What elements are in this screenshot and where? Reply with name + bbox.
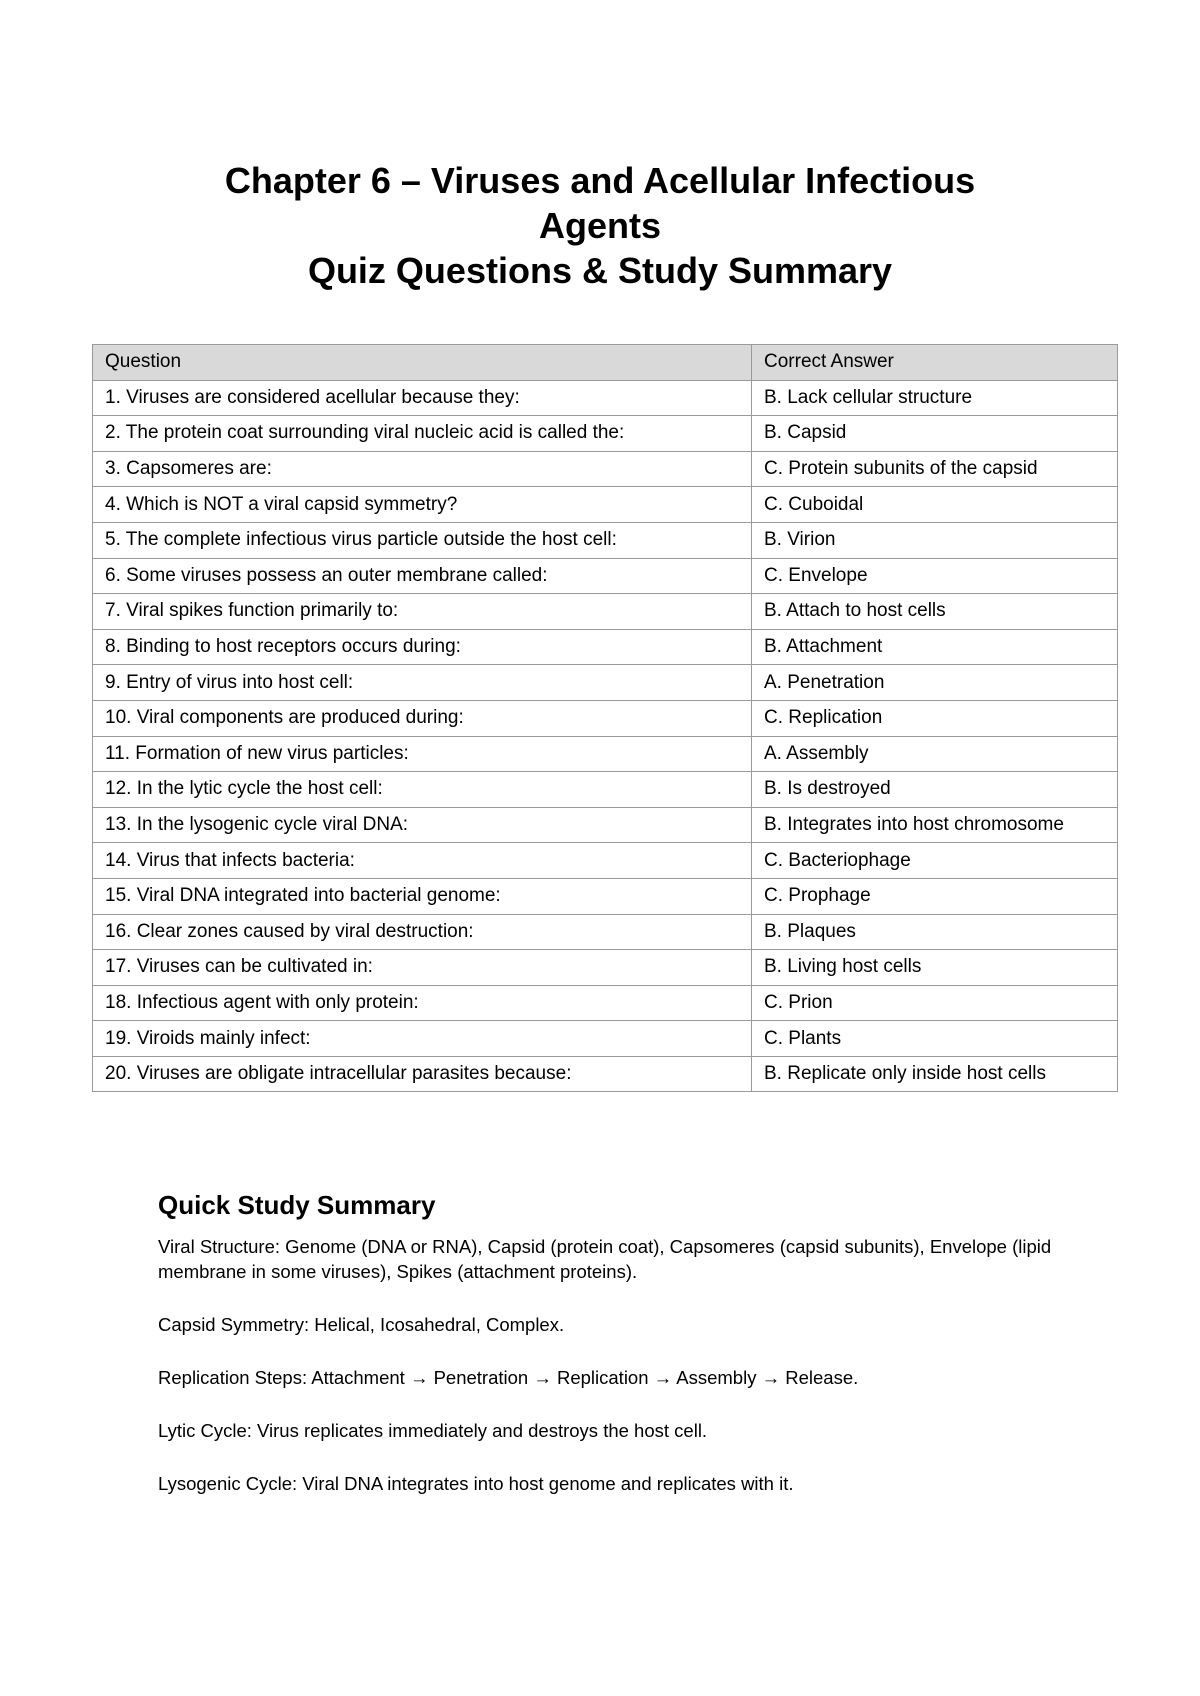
summary-paragraph: Lytic Cycle: Virus replicates immediately and destroys the host cell. <box>158 1420 708 1441</box>
table-row <box>93 736 1118 772</box>
question-cell: 20. Viruses are obligate intracellular parasites because: <box>93 1056 752 1092</box>
answer-cell: C. Envelope <box>752 558 1118 594</box>
summary-heading: Quick Study Summary <box>158 1190 436 1220</box>
answer-cell: B. Living host cells <box>752 950 1118 986</box>
answer-cell: B. Plaques <box>752 914 1118 950</box>
answer-cell: B. Attachment <box>752 629 1118 665</box>
document-title <box>150 158 1050 293</box>
question-cell: 16. Clear zones caused by viral destruction: <box>93 914 752 950</box>
answer-cell: B. Integrates into host chromosome <box>752 807 1118 843</box>
question-cell: 17. Viruses can be cultivated in: <box>93 950 752 986</box>
answer-cell: C. Protein subunits of the capsid <box>752 451 1118 487</box>
answer-cell: C. Replication <box>752 700 1118 736</box>
answer-cell: A. Penetration <box>752 665 1118 701</box>
answer-cell: C. Prophage <box>752 878 1118 914</box>
answer-cell: B. Is destroyed <box>752 772 1118 808</box>
table-row <box>93 487 1118 523</box>
table-row <box>93 1056 1118 1092</box>
question-cell: 13. In the lysogenic cycle viral DNA: <box>93 807 752 843</box>
question-cell: 6. Some viruses possess an outer membrane called: <box>93 558 752 594</box>
answer-cell: C. Prion <box>752 985 1118 1021</box>
answer-column-header: Correct Answer <box>752 345 1118 381</box>
subtitle-line: Quiz Questions & Study Summary <box>307 250 893 291</box>
summary-paragraph: Lysogenic Cycle: Viral DNA integrates into host genome and replicates with it. <box>158 1473 794 1494</box>
table-row <box>93 416 1118 452</box>
question-cell: 19. Viroids mainly infect: <box>93 1021 752 1057</box>
answer-cell: C. Bacteriophage <box>752 843 1118 879</box>
question-cell: 8. Binding to host receptors occurs during: <box>93 629 752 665</box>
table-row <box>93 665 1118 701</box>
table-row <box>93 950 1118 986</box>
answer-cell: B. Capsid <box>752 416 1118 452</box>
table-row <box>93 594 1118 630</box>
question-cell: 5. The complete infectious virus particle outside the host cell: <box>93 522 752 558</box>
title-line: Chapter 6 – Viruses and Acellular Infectious <box>224 160 976 201</box>
table-row <box>93 700 1118 736</box>
answer-cell: B. Lack cellular structure <box>752 380 1118 416</box>
summary-paragraph: Capsid Symmetry: Helical, Icosahedral, Complex. <box>158 1314 565 1335</box>
answer-cell: C. Cuboidal <box>752 487 1118 523</box>
table-row <box>93 878 1118 914</box>
table-row <box>93 1021 1118 1057</box>
summary-paragraph: Replication Steps: Attachment → Penetration → Replication → Assembly → Release. <box>158 1367 859 1388</box>
question-cell: 1. Viruses are considered acellular because they: <box>93 380 752 416</box>
table-row <box>93 522 1118 558</box>
quiz-table <box>92 344 1118 1092</box>
question-cell: 10. Viral components are produced during: <box>93 700 752 736</box>
question-cell: 12. In the lytic cycle the host cell: <box>93 772 752 808</box>
answer-cell: B. Attach to host cells <box>752 594 1118 630</box>
table-header-row <box>93 345 1118 381</box>
question-cell: 3. Capsomeres are: <box>93 451 752 487</box>
answer-cell: B. Virion <box>752 522 1118 558</box>
title-line: Agents <box>538 205 661 246</box>
question-cell: 15. Viral DNA integrated into bacterial genome: <box>93 878 752 914</box>
table-row <box>93 380 1118 416</box>
question-cell: 11. Formation of new virus particles: <box>93 736 752 772</box>
summary-paragraph: Viral Structure: Genome (DNA or RNA), Capsid (protein coat), Capsomeres (capsid subunits), Envelope (lipid membrane in some viruses), Spikes (attachment proteins). <box>158 1236 1052 1282</box>
table-row <box>93 772 1118 808</box>
question-cell: 9. Entry of virus into host cell: <box>93 665 752 701</box>
study-summary <box>158 1188 1058 1524</box>
table-row <box>93 451 1118 487</box>
table-row <box>93 558 1118 594</box>
quiz-table-body <box>93 380 1118 1092</box>
answer-cell: B. Replicate only inside host cells <box>752 1056 1118 1092</box>
question-cell: 2. The protein coat surrounding viral nucleic acid is called the: <box>93 416 752 452</box>
question-cell: 14. Virus that infects bacteria: <box>93 843 752 879</box>
answer-cell: C. Plants <box>752 1021 1118 1057</box>
question-column-header: Question <box>93 345 752 381</box>
table-row <box>93 843 1118 879</box>
question-cell: 18. Infectious agent with only protein: <box>93 985 752 1021</box>
table-row <box>93 985 1118 1021</box>
table-row <box>93 914 1118 950</box>
answer-cell: A. Assembly <box>752 736 1118 772</box>
question-cell: 4. Which is NOT a viral capsid symmetry? <box>93 487 752 523</box>
table-row <box>93 807 1118 843</box>
question-cell: 7. Viral spikes function primarily to: <box>93 594 752 630</box>
table-row <box>93 629 1118 665</box>
